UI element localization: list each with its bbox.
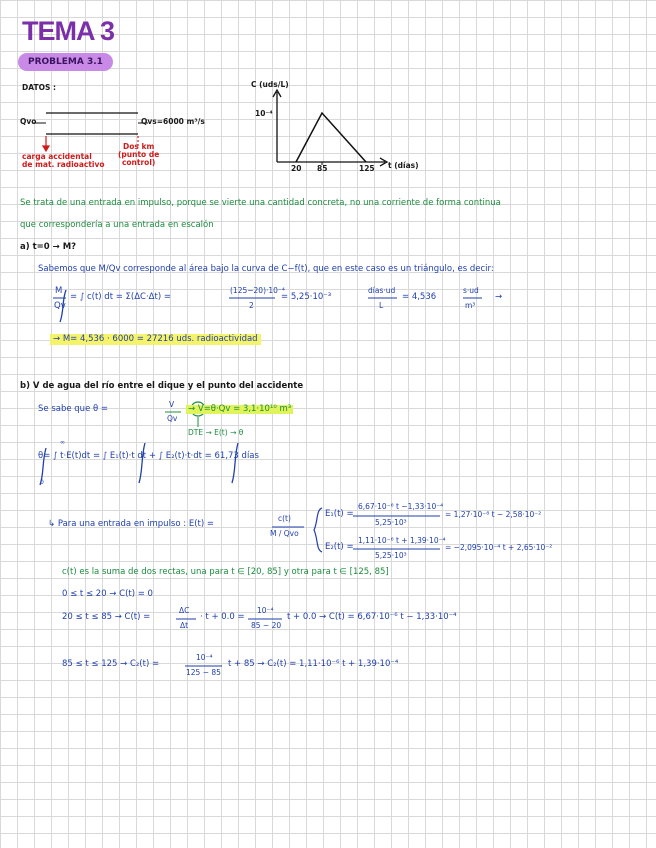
range-2-den1: Δt [180, 621, 189, 630]
triangle-graph [273, 90, 387, 166]
unit2-num: s·ud [463, 286, 479, 295]
range-3-num: 10⁻⁴ [196, 653, 213, 662]
graph-ylabel: C (uds/L) [251, 80, 289, 89]
area-num: (125−20)·10⁻⁴ [230, 286, 285, 295]
intro-line-2: que correspondería a una entrada en escalón [20, 220, 214, 230]
theta-intro: Se sabe que θ = [38, 404, 109, 414]
part-b-heading: b) V de agua del río entre el dique y el punto del accidente [20, 381, 304, 391]
qvo-label: Qvo [20, 117, 37, 126]
range-3-b: t + 85 → C₂(t) = 1,11·10⁻⁶ t + 1,39·10⁻⁴ [228, 659, 399, 669]
area-den: 2 [249, 301, 254, 310]
graph-xtick-85: 85 [317, 164, 328, 173]
part-a-text: Sabemos que M/Qv corresponde al área bajo la curva de C−f(t), que en este caso es un triángulo, es decir: [38, 264, 494, 274]
sum-lines-text: c(t) es la suma de dos rectas, una para t ∈ [20, 85] y otra para t ∈ [125, 85] [62, 567, 389, 577]
datos-label: DATOS : [22, 83, 56, 92]
dte-note: DTE → E(t) → θ [188, 428, 244, 437]
e1-lhs: E₁(t) = [325, 509, 354, 519]
lim-lower-1: 0 [40, 479, 44, 486]
e2-den: 5,25·10³ [375, 551, 407, 560]
e2-rhs: = −2,095·10⁻⁴ t + 2,65·10⁻² [445, 543, 553, 552]
graph-xtick-125: 125 [359, 164, 375, 173]
area-result: = 5,25·10⁻³ [281, 292, 332, 302]
area-result-2: = 4,536 [402, 292, 437, 302]
impulse-text: ↳ Para una entrada en impulso : E(t) = [48, 519, 214, 529]
impulse-num: c(t) [278, 514, 291, 523]
impulse-den: M / Qvo [270, 529, 299, 538]
e1-num: 6,67·10⁻⁶ t −1,33·10⁻⁴ [358, 502, 444, 511]
accident-note: carga accidental de mat. radioactivo [22, 152, 105, 169]
unit2-den: m³ [465, 301, 476, 310]
range-2-b: · t + 0.0 = [200, 612, 245, 622]
e1-den: 5,25·10³ [375, 518, 407, 527]
range-3-den: 125 − 85 [186, 668, 221, 677]
qvs-label: Qvs=6000 m³/s [141, 117, 205, 126]
volume-result: → V=θ·Qv = 3,1·10¹⁰ m³ [188, 404, 292, 414]
range-2-num1: ΔC [179, 606, 190, 615]
graph-xtick-20: 20 [291, 164, 302, 173]
river-diagram [32, 113, 148, 134]
range-1: 0 ≤ t ≤ 20 → C(t) = 0 [62, 589, 153, 599]
frac-m-den: Qv [54, 301, 66, 311]
frac-m-num: M [55, 286, 63, 296]
part-a-heading: a) t=0 → M? [20, 242, 77, 252]
page-title: TEMA 3 [22, 16, 115, 46]
continue-arrow: → [495, 292, 503, 302]
equation-brace [314, 508, 322, 552]
range-2-a: 20 ≤ t ≤ 85 → C(t) = [62, 612, 151, 622]
intro-line-1: Se trata de una entrada en impulso, porque se vierte una cantidad concreta, no una corriente de forma continua [20, 198, 501, 208]
e2-num: 1,11·10⁻⁶ t + 1,39·10⁻⁴ [358, 536, 446, 545]
unit-den: L [379, 301, 384, 310]
range-3-a: 85 ≤ t ≤ 125 → C₂(t) = [62, 659, 160, 669]
part-a-result: → M= 4,536 · 6000 = 27216 uds. radioactividad [50, 334, 261, 345]
theta-den: Qv [167, 414, 178, 423]
graph-ytick: 10⁻⁴ [255, 109, 273, 118]
range-2-num2: 10⁻⁴ [257, 606, 274, 615]
unit-num: días·ud [368, 286, 396, 295]
e2-lhs: E₂(t) = [325, 542, 354, 552]
lim-upper-1: ∞ [60, 439, 65, 446]
integral-eq: = ∫ c(t) dt = Σ(ΔC·Δt) = [70, 292, 171, 302]
range-2-c: t + 0.0 → C(t) = 6,67·10⁻⁶ t − 1,33·10⁻⁴ [287, 612, 457, 622]
range-2-den2: 85 − 20 [251, 621, 282, 630]
theta-integral: θ= ∫ t·E(t)dt = ∫ E₁(t)·t dt + ∫ E₂(t)·t·dt = 61,73 días [38, 451, 259, 461]
problem-badge: PROBLEMA 3.1 [18, 53, 113, 71]
theta-num: V [169, 400, 175, 409]
e1-rhs: = 1,27·10⁻⁸ t − 2,58·10⁻² [445, 510, 542, 519]
graph-xlabel: t (días) [388, 161, 419, 170]
control-point-note: Dos km (punto de control) [118, 142, 160, 167]
